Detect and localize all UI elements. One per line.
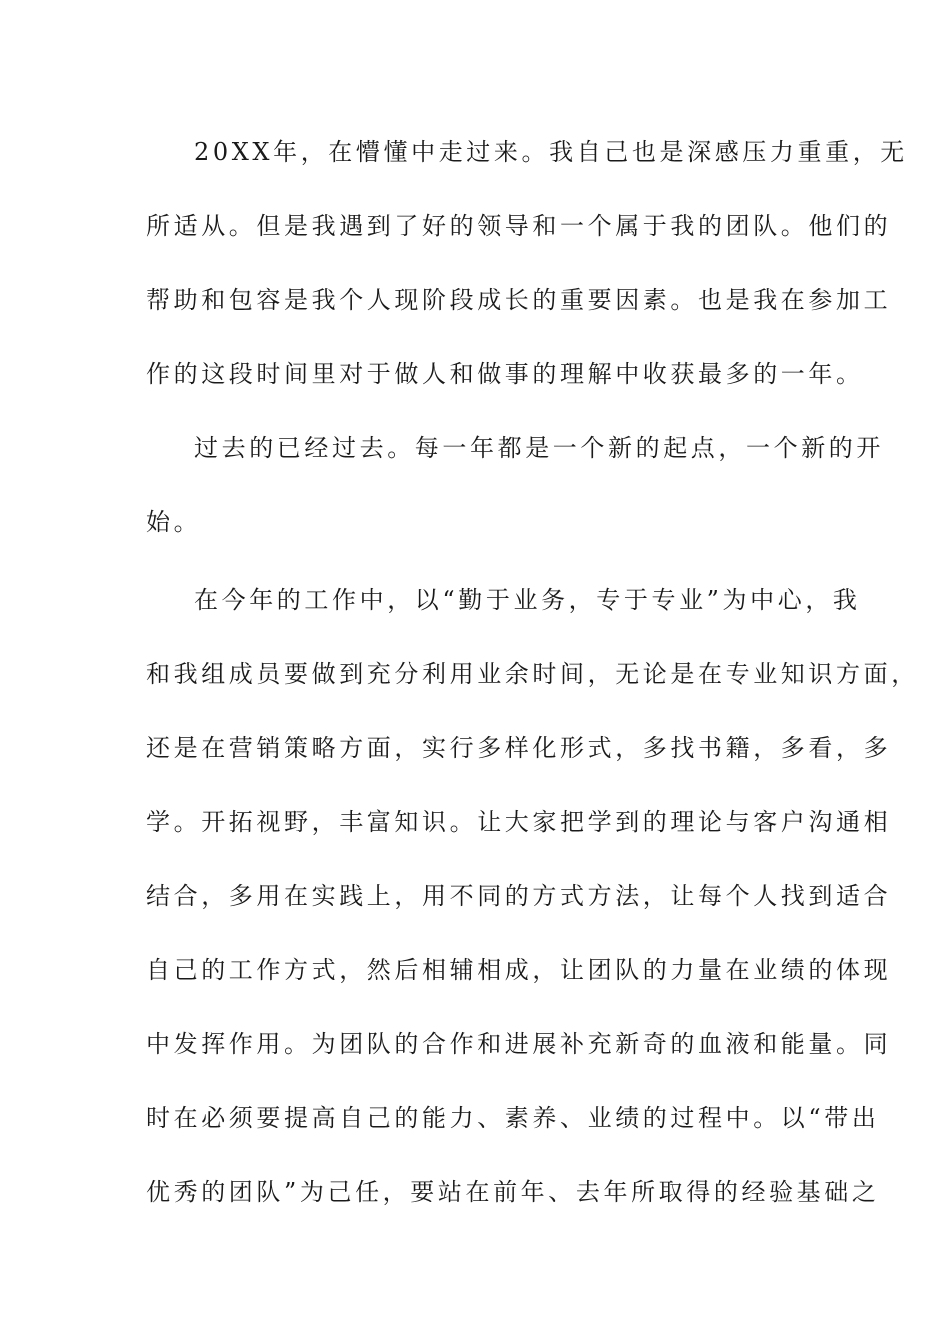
paragraph-1-line-4: 作的这段时间里对于做人和做事的理解中收获最多的一年。	[146, 360, 864, 388]
paragraph-1-line-2: 所适从。但是我遇到了好的领导和一个属于我的团队。他们的	[146, 212, 892, 240]
paragraph-2-line-1: 过去的已经过去。每一年都是一个新的起点，一个新的开	[194, 434, 884, 462]
paragraph-3-line-2: 和我组成员要做到充分利用业余时间，无论是在专业知识方面，	[146, 660, 919, 688]
paragraph-3-line-5: 结合，多用在实践上，用不同的方式方法，让每个人找到适合	[146, 882, 892, 910]
paragraph-3-line-4: 学。开拓视野，丰富知识。让大家把学到的理论与客户沟通相	[146, 808, 892, 836]
paragraph-1-line-3: 帮助和包容是我个人现阶段成长的重要因素。也是我在参加工	[146, 286, 892, 314]
paragraph-3-line-6: 自己的工作方式，然后相辅相成，让团队的力量在业绩的体现	[146, 956, 892, 984]
paragraph-1-line-1: 20XX年，在懵懂中走过来。我自己也是深感压力重重，无	[194, 138, 908, 166]
paragraph-2-line-2: 始。	[146, 508, 202, 536]
paragraph-3-line-8: 时在必须要提高自己的能力、素养、业绩的过程中。以“带出	[146, 1104, 880, 1132]
paragraph-3-line-7: 中发挥作用。为团队的合作和进展补充新奇的血液和能量。同	[146, 1030, 892, 1058]
paragraph-3-line-9: 优秀的团队”为己任，要站在前年、去年所取得的经验基础之	[146, 1178, 880, 1206]
paragraph-3-line-1: 在今年的工作中，以“勤于业务，专于专业”为中心，我	[194, 586, 861, 614]
paragraph-3-line-3: 还是在营销策略方面，实行多样化形式，多找书籍，多看，多	[146, 734, 892, 762]
